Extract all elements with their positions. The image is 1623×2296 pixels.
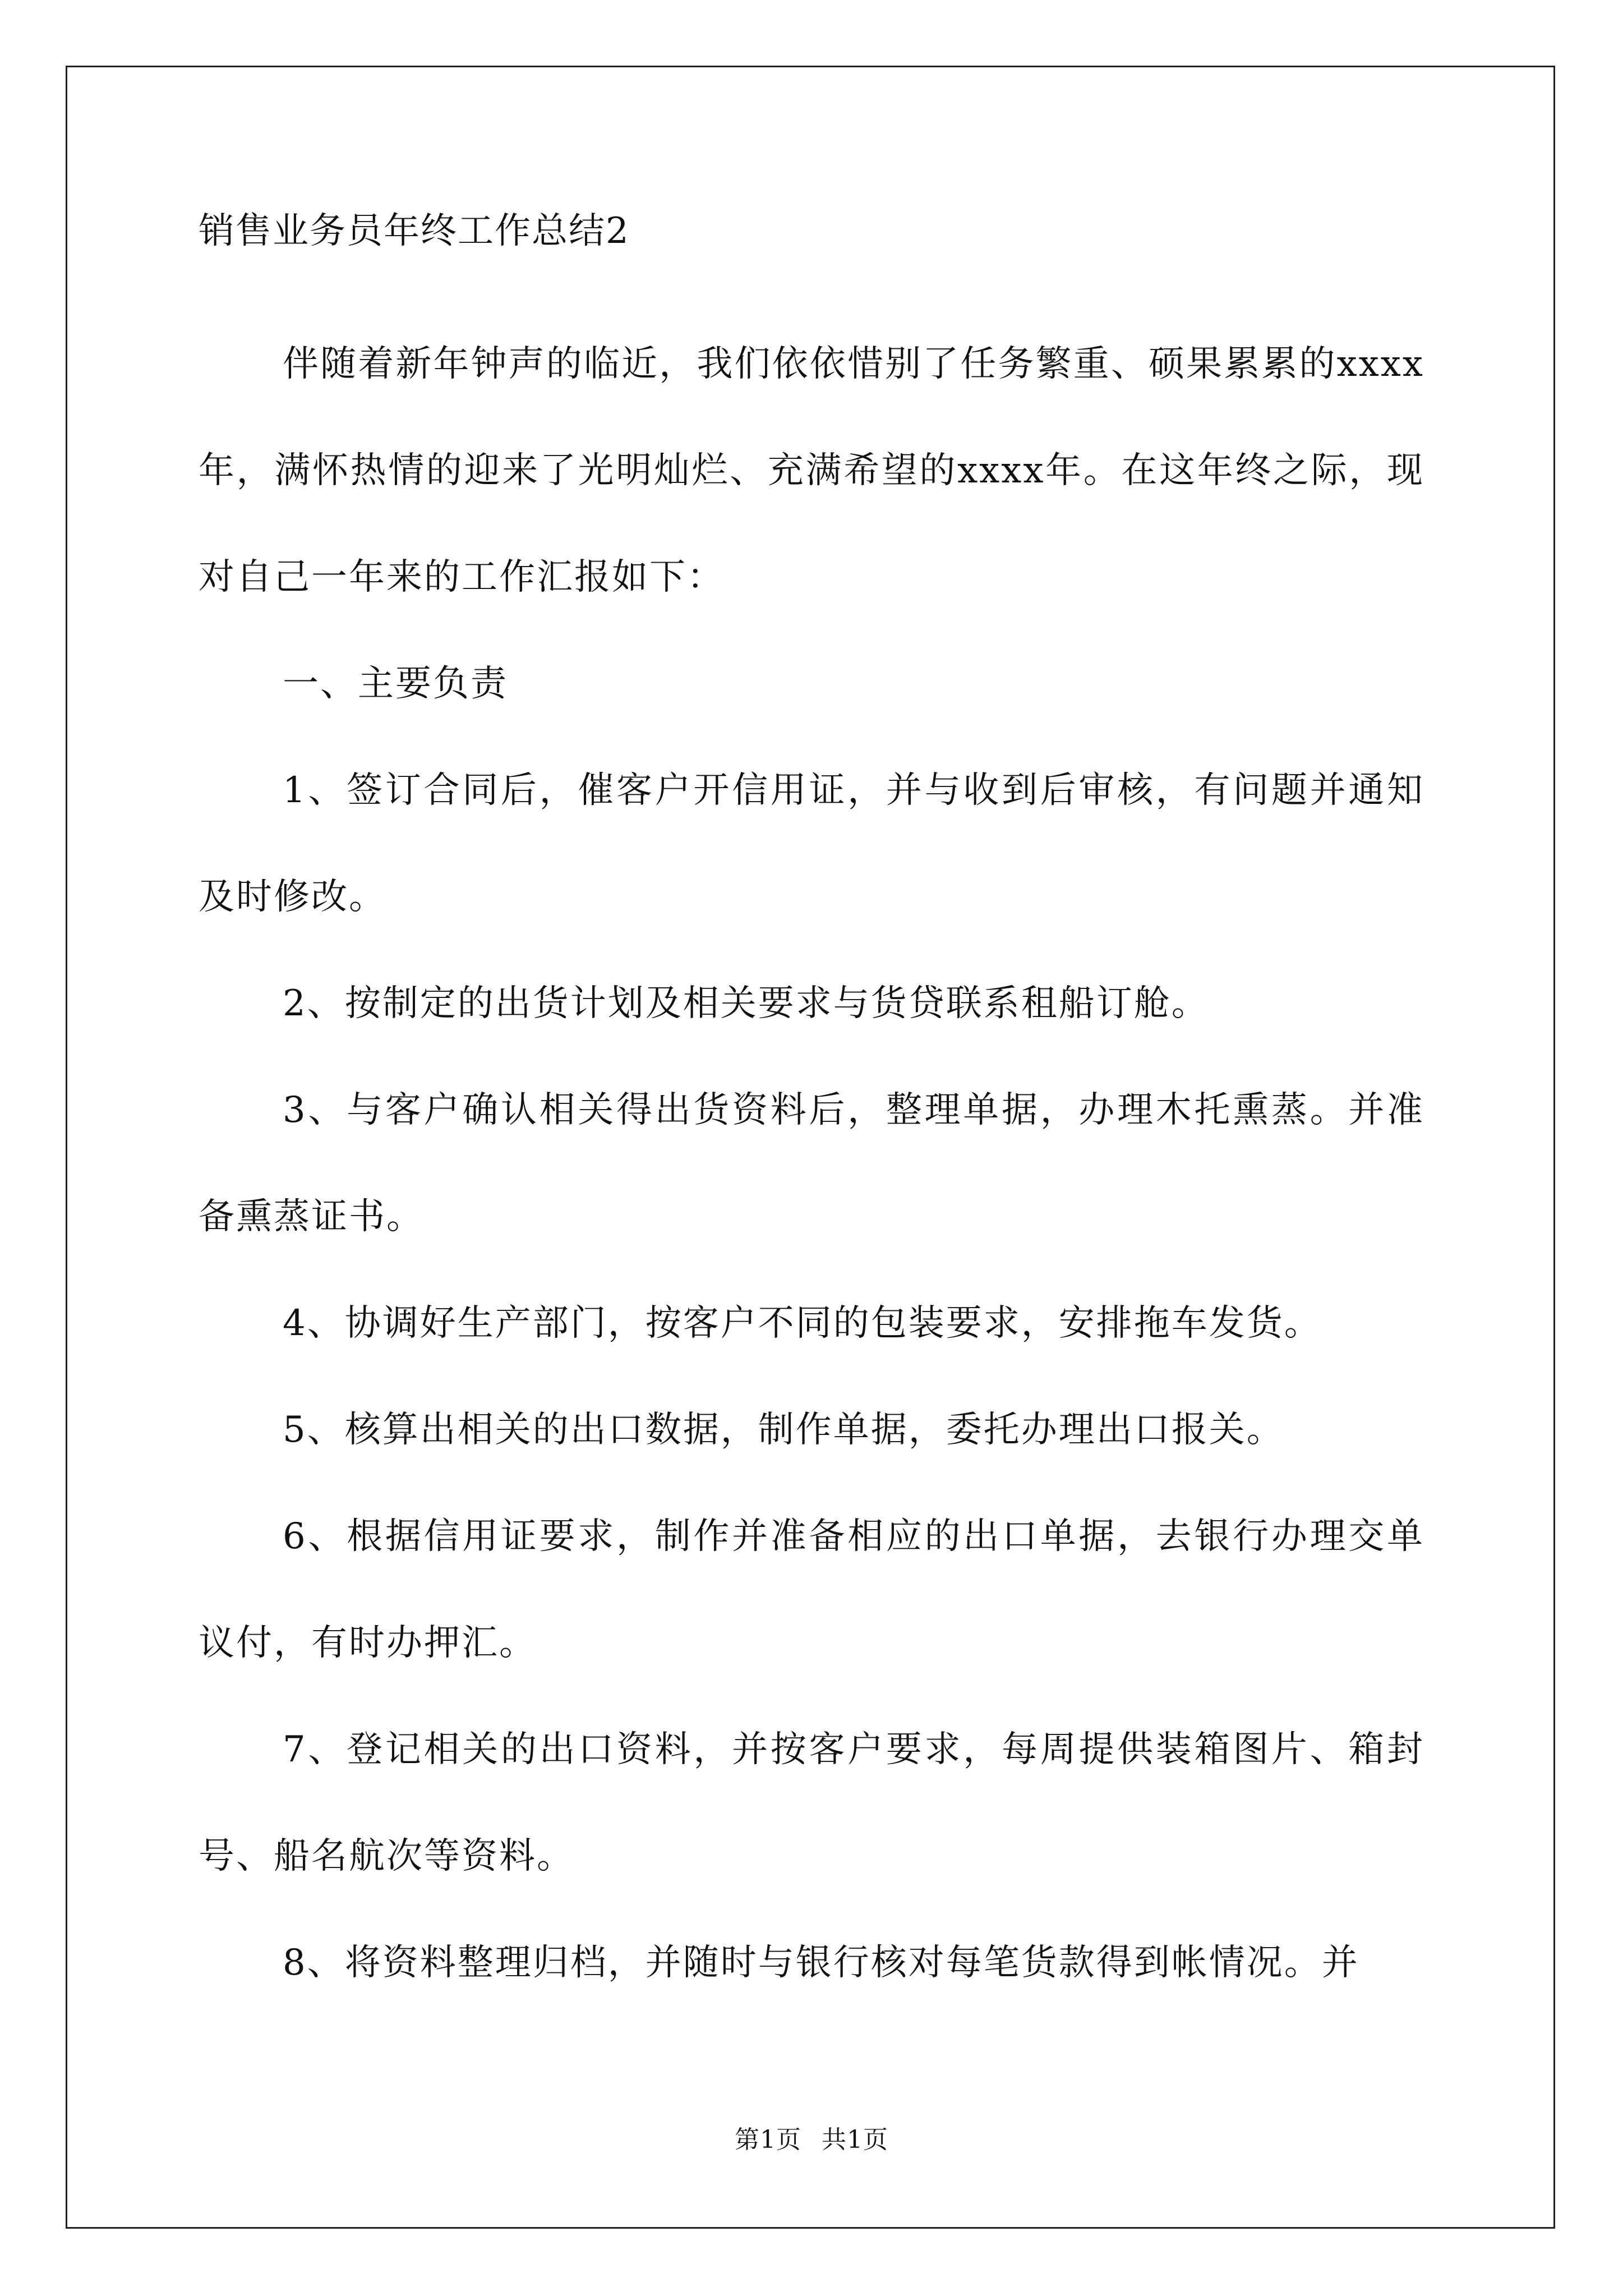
list-item: 5、核算出相关的出口数据，制作单据，委托办理出口报关。: [283, 1409, 1284, 1451]
list-item: 6、根据信用证要求，制作并准备相应的出口单据，去银行办理交单议付，有时办押汇。: [199, 1516, 1424, 1664]
list-item: 3、与客户确认相关得出货资料后，整理单据，办理木托熏蒸。并准备熏蒸证书。: [199, 1089, 1424, 1237]
section-heading: 一、主要负责: [283, 663, 508, 705]
list-item: 2、按制定的出货计划及相关要求与货贷联系租船订舱。: [283, 983, 1209, 1024]
document-title: 销售业务员年终工作总结2: [199, 210, 630, 252]
paragraph-intro: 伴随着新年钟声的临近，我们依依惜别了任务繁重、硕果累累的xxxx年，满怀热情的迎来了光明灿烂、充满希望的xxxx年。在这年终之际，现对自己一年来的工作汇报如下：: [199, 343, 1424, 598]
list-item: 8、将资料整理归档，并随时与银行核对每笔货款得到帐情况。并: [283, 1942, 1359, 1984]
list-item: 1、签订合同后，催客户开信用证，并与收到后审核，有问题并通知及时修改。: [199, 770, 1424, 918]
page-footer: [0, 2119, 1623, 2155]
list-item: 4、协调好生产部门，按客户不同的包装要求，安排拖车发货。: [283, 1303, 1322, 1344]
page-number: 第1页: [735, 2125, 801, 2154]
page-total: 共1页: [822, 2125, 888, 2154]
list-item: 7、登记相关的出口资料，并按客户要求，每周提供装箱图片、箱封号、船名航次等资料。: [199, 1729, 1424, 1877]
document-body: [199, 210, 1424, 2016]
